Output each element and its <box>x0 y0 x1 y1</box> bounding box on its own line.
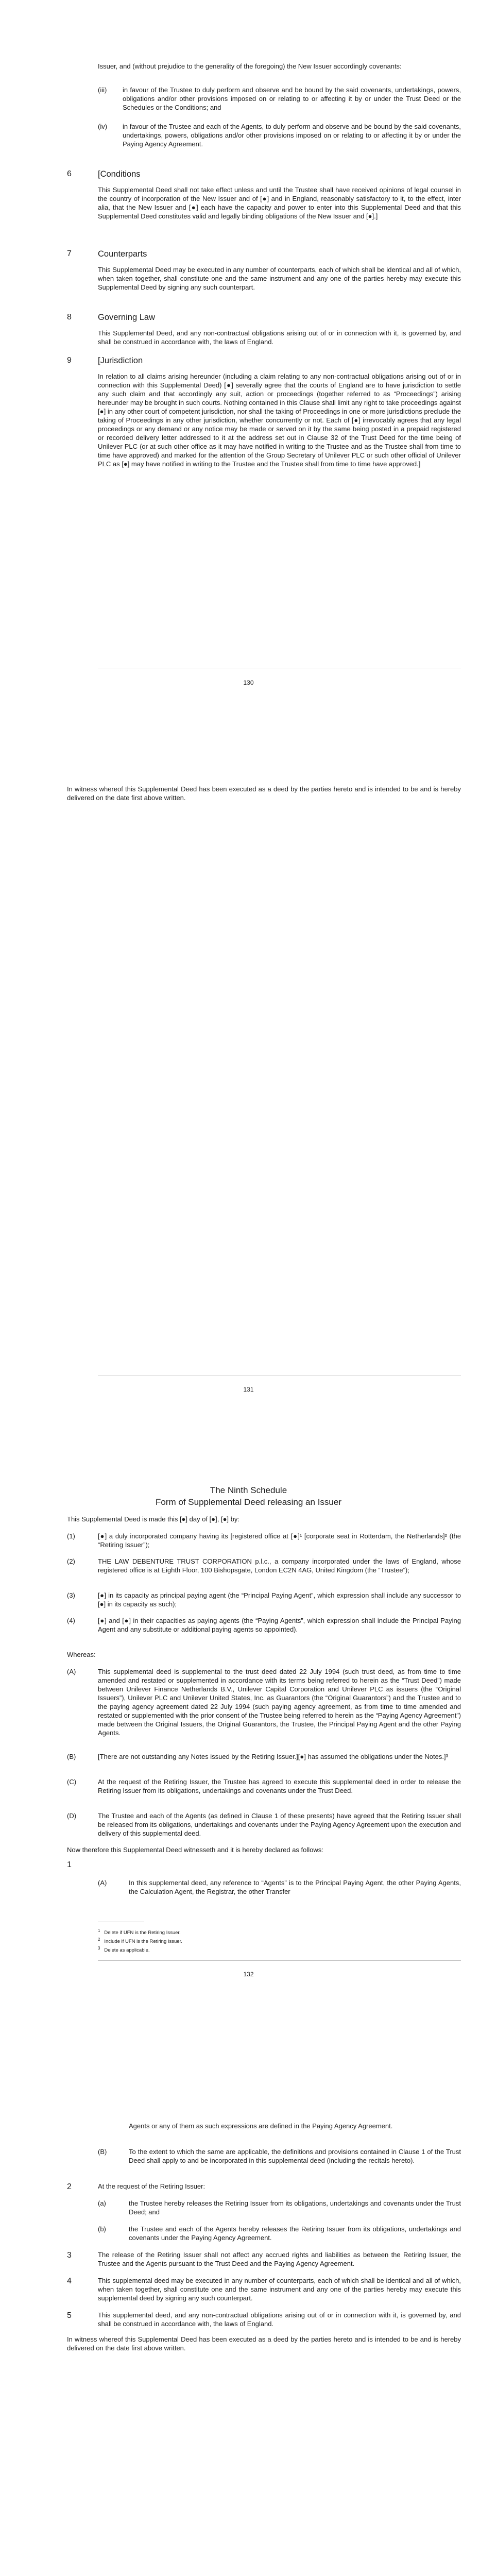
clause-text: At the request of the Retiring Issuer: <box>98 2182 205 2190</box>
party-text: [●] and [●] in their capacities as paying agents (the “Paying Agents”, which expression shall include the Principal Paying Agent and any substitute or additional paying agents so appointed). <box>98 1617 461 1633</box>
clause-heading: [Conditions <box>98 170 141 179</box>
item-label: (iii) <box>98 86 107 94</box>
clause-number: 4 <box>67 2277 72 2285</box>
item-label: (iv) <box>98 123 108 130</box>
subclause-label: (A) <box>98 1879 107 1887</box>
page-number: 132 <box>243 1971 254 1978</box>
page-number: 130 <box>243 679 254 686</box>
recital-label: (B) <box>67 1753 76 1760</box>
footnote: $^3$ Delete as applicable. <box>98 1946 150 1954</box>
clause-number: 7 <box>67 249 72 258</box>
paragraph-intro: Issuer, and (without prejudice to the generality of the foregoing) the New Issuer accordingly covenants: <box>98 62 402 70</box>
item-text: in favour of the Trustee and each of the Agents, to duly perform and observe and be bound by the said covenants, undertakings, powers, obligations and/or other provisions imposed on or relating to or affecting it by or under the Paying Agency Agreement. <box>123 123 461 148</box>
party-label: (1) <box>67 1532 75 1540</box>
party-label: (3) <box>67 1591 75 1599</box>
schedule-subtitle: Form of Supplemental Deed releasing an Issuer <box>156 1497 341 1507</box>
clause-text: This supplemental deed may be executed in any number of counterparts, each of which shall be identical and all of which, when taken together, shall constitute one and the same instrument and any one of the parties hereby may execute this supplemental deed by signing any such counterpart. <box>98 2277 461 2302</box>
subclause-text: In this supplemental deed, any reference to “Agents” is to the Principal Paying Agent, the other Paying Agents, the Calculation Agent, the Registrar, the other Transfer <box>129 1879 461 1895</box>
recital-text: The Trustee and each of the Agents (as defined in Clause 1 of these presents) have agreed that the Retiring Issuer shall be released from its obligations, undertakings and covenants under the Paying Agency Agreement upon the execution and delivery of this supplemental deed. <box>98 1812 461 1837</box>
clause-number: 1 <box>67 1860 72 1869</box>
party-label: (4) <box>67 1617 75 1624</box>
clause-number: 3 <box>67 2251 72 2260</box>
subclause-text: To the extent to which the same are applicable, the definitions and provisions contained in Clause 1 of the Trust Deed shall apply to and be incorporated in this supplemental deed (including the recitals hereto). <box>129 2148 461 2164</box>
clause-text: In relation to all claims arising hereunder (including a claim relating to any non-contractual obligations arising out of or in connection with this Supplemental Deed) [●] severally agree that the courts of England are to have jurisdiction to settle any such claim and that accordingly any suit, action or proceedings (together referred to as “Proceedings”) arising hereunder may be brought in such courts. Nothing contained in this Clause shall limit any right to take proceedings against [●] in any other court of competent jurisdiction, nor shall the taking of Proceedings in one or more jurisdictions preclude the taking of Proceedings in any other jurisdiction, whether concurrently or not. Each of [●] irrevocably agrees that any legal proceedings or any demand or any notice may be made or served on it by the same being posted in a prepaid registered or recorded delivery letter addressed to it at the address set out in Clause 32 of the Trust Deed for the time being of Unilever PLC (or at such other office as it may have notified in writing to the Trustee and as the Trustee shall from time to time have approved) and marked for the attention of the Group Secretary of Unilever PLC or such other official of Unilever PLC as [●] may have notified in writing to the Trustee and the Trustee shall from time to time have approved.] <box>98 372 461 468</box>
clause-number: 5 <box>67 2311 72 2320</box>
whereas-label: Whereas: <box>67 1651 96 1658</box>
clause-text: This supplemental deed, and any non-contractual obligations arising out of or in connection with it, is governed by, and shall be construed in accordance with, the laws of England. <box>98 2311 461 2328</box>
clause-text: This Supplemental Deed may be executed in any number of counterparts, each of which shall be identical and all of which, when taken together, shall constitute one and the same instrument and any one of the parties hereby may execute this Supplemental Deed by signing any such counterpart. <box>98 266 461 291</box>
item-text: the Trustee and each of the Agents hereby releases the Retiring Issuer from its obligations, undertakings and covenants under the Paying Agency Agreement. <box>129 2225 461 2242</box>
footnote: $^1$ Delete if UFN is the Retiring Issuer. <box>98 1928 181 1936</box>
recital-label: (D) <box>67 1812 77 1820</box>
party-label: (2) <box>67 1557 75 1565</box>
witness-clause: In witness whereof this Supplemental Deed has been executed as a deed by the parties hereto and is intended to be and is hereby delivered on the date first above written. <box>67 785 461 802</box>
clause-heading: Counterparts <box>98 249 147 259</box>
clause-number: 2 <box>67 2182 72 2191</box>
clause-number: 8 <box>67 313 72 321</box>
clause-text: This Supplemental Deed shall not take effect unless and until the Trustee shall have received opinions of legal counsel in the country of incorporation of the New Issuer and of [●] and in England, reasonably satisfactory to it, to the effect, inter alia, that the New Issuer and [●] each have the capacity and power to enter into this Supplemental Deed and that this Supplemental Deed constitutes valid and legally binding obligations of the New Issuer and [●].] <box>98 186 461 220</box>
clause-heading: [Jurisdiction <box>98 356 143 365</box>
clause-text: The release of the Retiring Issuer shall not affect any accrued rights and liabilities as between the Retiring Issuer, the Trustee and the Agents pursuant to the Trust Deed and the Paying Agency Agreement. <box>98 2251 461 2267</box>
party-text: [●] in its capacity as principal paying agent (the “Principal Paying Agent”, which expression shall include any successor to [●] in its capacity as such); <box>98 1591 461 1608</box>
footnote: $^2$ Include if UFN is the Retiring Issuer. <box>98 1937 182 1945</box>
item-text: in favour of the Trustee to duly perform and observe and be bound by the said covenants, undertakings, powers, obligations and/or other provisions imposed on or relating to or affecting it by or under the Trust Deed or the Schedules or the Conditions; and <box>123 86 461 111</box>
item-label: (a) <box>98 2199 106 2207</box>
item-label: (b) <box>98 2225 106 2233</box>
now-therefore: Now therefore this Supplemental Deed witnesseth and it is hereby declared as follows: <box>67 1846 323 1854</box>
recital-label: (A) <box>67 1668 76 1675</box>
clause-number: 6 <box>67 170 72 178</box>
made-line: This Supplemental Deed is made this [●] day of [●], [●] by: <box>67 1515 239 1523</box>
party-text: [●] a duly incorporated company having its [registered office at [●]¹ [corporate seat in Rotterdam, the Netherlands]² (the “Retiring Issuer”); <box>98 1532 461 1549</box>
recital-text: At the request of the Retiring Issuer, the Trustee has agreed to execute this supplemental deed in order to release the Retiring Issuer from its obligations, undertakings and covenants under the Trust Deed. <box>98 1778 461 1794</box>
recital-text: [There are not outstanding any Notes issued by the Retiring Issuer.][●] has assumed the obligations under the Notes.]³ <box>98 1753 448 1760</box>
subclause-label: (B) <box>98 2148 107 2156</box>
schedule-title: The Ninth Schedule <box>210 1485 287 1495</box>
recital-text: This supplemental deed is supplemental to the trust deed dated 22 July 1994 (such trust deed, as from time to time amended and restated or supplemented in accordance with its terms being referred to herein as the “Trust Deed”) made between Unilever Finance Netherlands B.V., Unilever Capital Corporation and Unilever PLC as issuers (the “Original Issuers”), Unilever PLC and Unilever United States, Inc. as Guarantors (the “Original Guarantors”) and the Trustee and to the paying agency agreement dated 22 July 1994 (such paying agency agreement, as from time to time amended and restated or supplemented with the prior consent of the Trustee being referred to herein as the “Paying Agency Agreement”) made between the Original Issuers, the Original Guarantors, the Trustee, the Principal Paying Agent and the other Paying Agents. <box>98 1668 461 1737</box>
witness-clause: In witness whereof this Supplemental Deed has been executed as a deed by the parties hereto and is intended to be and is hereby delivered on the date first above written. <box>67 2335 461 2352</box>
page-number: 131 <box>243 1386 254 1393</box>
clause-text: This Supplemental Deed, and any non-contractual obligations arising out of or in connection with it, is governed by, and shall be construed in accordance with, the laws of England. <box>98 329 461 346</box>
clause-heading: Governing Law <box>98 313 155 322</box>
page-divider <box>98 1960 461 1961</box>
recital-label: (C) <box>67 1778 77 1786</box>
party-text: THE LAW DEBENTURE TRUST CORPORATION p.l.c., a company incorporated under the laws of England, whose registered office is at Eighth Floor, 100 Bishopsgate, London EC2N 4AG, United Kingdom (the “Trustee”); <box>98 1557 461 1574</box>
clause-number: 9 <box>67 356 72 365</box>
item-text: the Trustee hereby releases the Retiring Issuer from its obligations, undertakings and covenants under the Trust Deed; and <box>129 2199 461 2216</box>
subclause-text: Agents or any of them as such expressions are defined in the Paying Agency Agreement. <box>129 2122 393 2130</box>
